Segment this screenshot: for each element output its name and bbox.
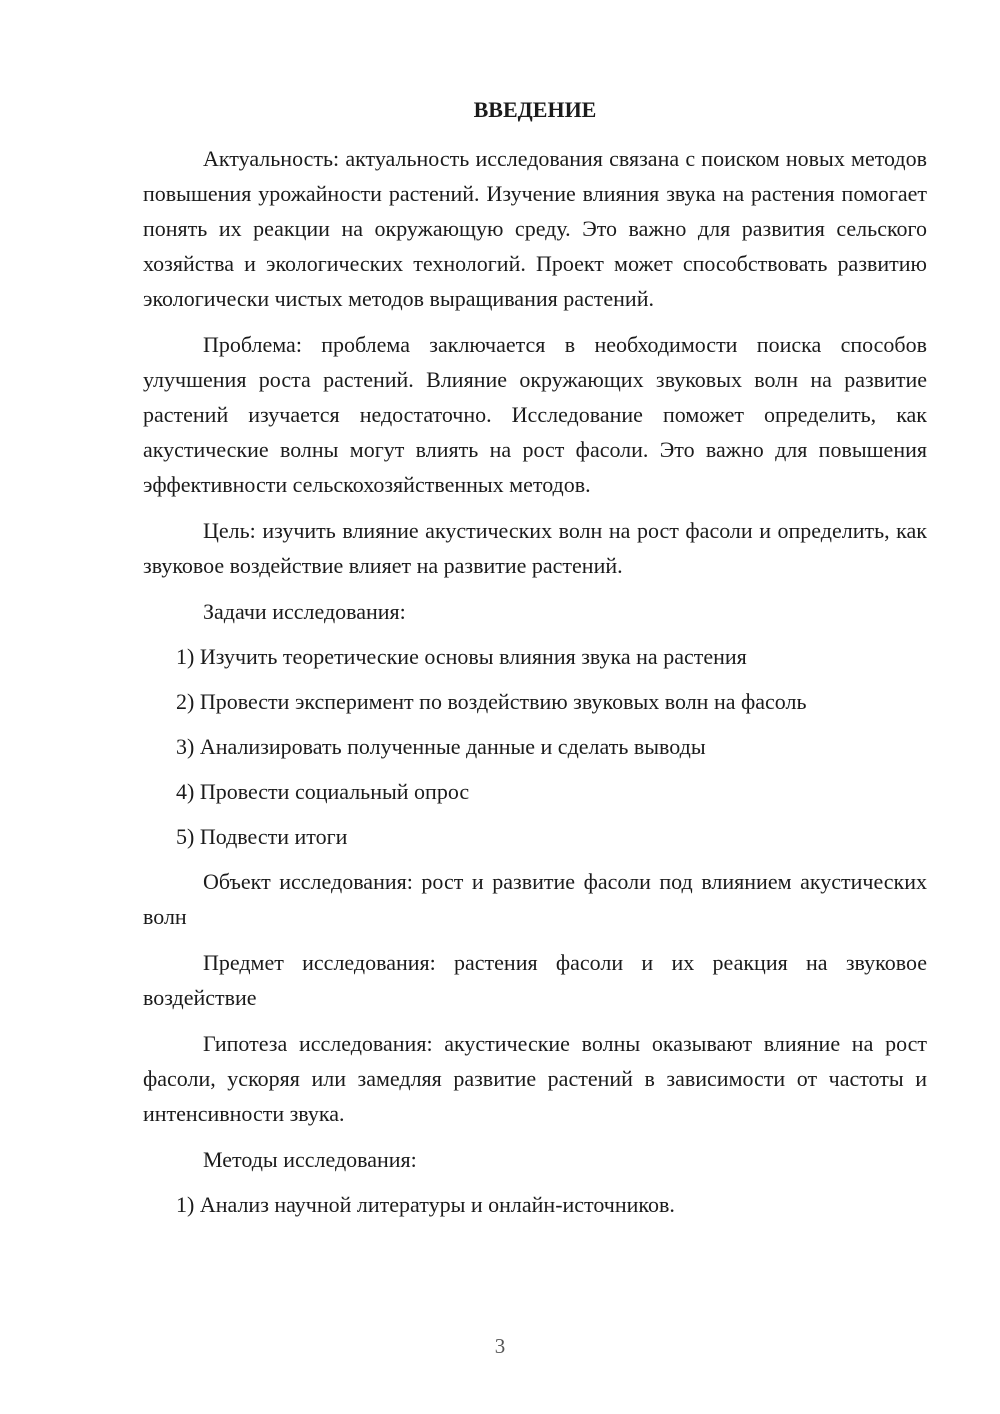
page-number: 3: [494, 1334, 506, 1358]
task-item: 3) Анализировать полученные данные и сделать выводы: [176, 734, 706, 759]
hypothesis-paragraph: Гипотеза исследования: акустические волны оказывают влияние на рост фасоли, ускоряя или замедляя развитие растений в зависимости от частоты и интенсивности звука.: [143, 1031, 927, 1126]
goal-paragraph: Цель: изучить влияние акустических волн на рост фасоли и определить, как звуковое воздействие влияет на развитие растений.: [143, 518, 927, 578]
tasks-heading: Задачи исследования:: [203, 599, 406, 624]
method-item: 1) Анализ научной литературы и онлайн-источников.: [176, 1192, 675, 1217]
relevance-paragraph: Актуальность: актуальность исследования связана с поиском новых методов повышения урожайности растений. Изучение влияния звука на растения помогает понять их реакции на окружающую среду. Это важно для развития сельского хозяйства и экологических технологий. Проект может способствовать развитию экологически чистых методов выращивания растений.: [143, 146, 927, 311]
task-item: 4) Провести социальный опрос: [176, 779, 470, 804]
task-item: 1) Изучить теоретические основы влияния звука на растения: [176, 644, 747, 669]
page-content: [143, 94, 927, 1232]
methods-heading: Методы исследования:: [203, 1147, 417, 1172]
problem-paragraph: Проблема: проблема заключается в необходимости поиска способов улучшения роста растений. Влияние окружающих звуковых волн на развитие растений изучается недостаточно. Исследование поможет определить, как акустические волны могут влиять на рост фасоли. Это важно для повышения эффективности сельскохозяйственных методов.: [143, 332, 927, 497]
section-title: ВВЕДЕНИЕ: [473, 97, 597, 122]
subject-paragraph: Предмет исследования: растения фасоли и их реакция на звуковое воздействие: [143, 950, 927, 1010]
task-item: 5) Подвести итоги: [176, 824, 348, 849]
task-item: 2) Провести эксперимент по воздействию звуковых волн на фасоль: [176, 689, 807, 714]
object-paragraph: Объект исследования: рост и развитие фасоли под влиянием акустических волн: [143, 869, 927, 929]
